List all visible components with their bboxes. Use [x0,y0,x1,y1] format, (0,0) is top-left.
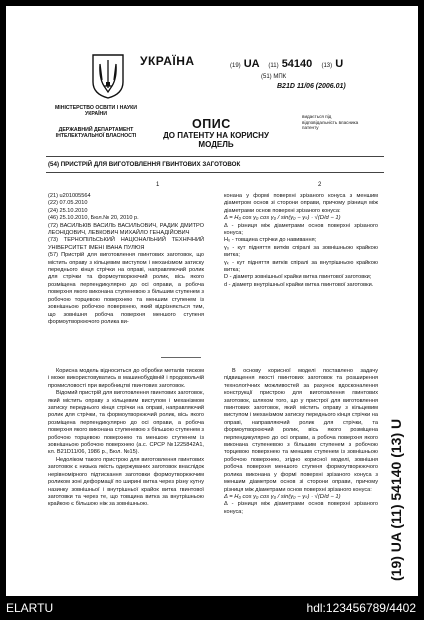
claim-continuation [224,193,378,289]
description-paragraph: В основу корисної моделі поставлено задачу підвищення якості гвинтових заготовок та розширення технологічних можливостей за рахунок вдосконалення конструкції пристрою для виготовлення гвинтових заготовок, шляхом того, що у пристрої для виготовлення гвинтових заготовок, який містить оправу з кільцевим виступом і механізмом затиску переднього кінця стрічки на оправі, направляючий ролик для стрічки, та формоутворюючий ролик, вісь якого розміщена перпендикулярно до осі оправи, а робоча поверхня якого виконана ступеневою з більшим ступенем з робочою торцевою поверхнею та меншим ступенем із зовнішньою робочою поверхнею, згідно корисної моделі, зовнішня робоча поверхня меншого ступеня формоутворюючого ролика виконана у формі поверхні зрізаного конуса з меншим діаметром основ зі сторони оправи, причому різниця між діаметрами основ поверхні зрізаного конуса: [224,368,378,493]
biblio-line: (72) ВАСИЛЬКІВ ВАСИЛЬ ВАСИЛЬОВИЧ, РАДИК ДМИТРО ЛЕОНІДОВИЧ, ЛЕВКОВИЧ МИХАЙЛО ГЕНАДІЙОВИЧ [48,222,204,237]
description-right [224,368,378,516]
description-paragraph: Недоліком такого пристрою для виготовлення гвинтових заготовок є низька якість одержуваних заготовок внаслідок нерівномірного підтискання заготовки формоутворюючим роликом зоні деформації по ширині витка через різну кутну назинку зовнішньої і внутрішньої крайок витка гвинтової заготовки та через те, що товщина витка за внутрішньою крайкою є більшою ніж за зовнішньою. [48,456,204,508]
repository-name: ELARTU [6,601,54,615]
side-patent-id [380,351,410,581]
ipc-code-label: (51) МПК [261,74,287,80]
handle-id[interactable]: hdl:123456789/4402 [306,601,416,615]
biblio-line: (22) 07.05.2010 [48,200,88,207]
claim-text: (57) Пристрій для виготовлення гвинтових заготовок, що містить оправу з кільцевим виступом і механізмом затиску переднього кінця стрічки на оправі, направляючий ролик для стрічки та формоутворюючий ролик, вісь якого розміщена перпендикулярно до осі оправи, а робоча поверхня якого виконана ступеневою з більшим ступенем з робочою торцевою поверхнею та меншим ступенем із зовнішньою робочою поверхнею, який відрізняється тим, що зовнішня робоча поверхня меншого ступеня формоутворюючого ролика ви- [48,252,204,325]
definition-line: Δ - різниця між діаметрами основ поверхні зрізаного конуса; [224,222,378,237]
column-number-1: 1 [156,182,160,188]
definition-line: γ₀ - кут підняття витків спіралі за зовнішньою крайкою витка; [224,244,378,259]
side-patent-id-text: (19) UA (11) 54140 (13) U [388,418,404,581]
description-paragraph: Відомий пристрій для виготовлення гвинтових заготовок, який містить оправу з кільцевим виступом і механізмом затиску переднього кінця стрічки на оправі, направляючий ролик для стрічки, та формоутворюючий ролик, вісь якого розміщена перпендикулярно до осі оправи, а робоча поверхня якого виконана ступеневою з більшою ступенем з робочою торцевою поверхнею та меншою ступенем із зовнішньою робочою поверхнею (а.с. СРСР №1225842А1, кл. B21D11/06, 1986 р., Бюл. №15). [48,390,204,456]
viewer-footer [0,598,424,620]
department-name: ДЕРЖАВНИЙ ДЕПАРТАМЕНТ ІНТЕЛЕКТУАЛЬНОЇ ВЛАСНОСТІ [55,127,137,140]
description-paragraph: Корисна модель відноситься до обробки металів тиском і може використовуватись в машинобудівній і продовольчій промисловості при виробництві гвинтових заготовок. [48,368,204,389]
header-rule-top [46,156,384,157]
definition-line: Δ - різниця між діаметрами основ поверхні зрізаного конуса; [224,501,378,515]
document-page [6,6,418,596]
country-name: УКРАЇНА [140,54,195,68]
definition-line: d - діаметр внутрішньої крайки витка гвинтової заготовки. [224,281,374,288]
definition-line: D - діаметр зовнішньої крайки витка гвинтової заготовки; [224,274,372,281]
responsibility-note: видається під відповідальність власника патенту [302,114,359,130]
ipc-class: B21D 11/06 (2006.01) [277,83,346,90]
description-left [48,368,204,509]
biblio-line: (21) u201005564 [48,193,91,199]
section-divider [161,357,201,358]
claim-continuation-text: конана у формі поверхні зрізаного конуса з меншим діаметром основ зі сторони оправи, причому різниця між діаметрами основ поверхні зрізаного конуса: [224,193,378,214]
formula: Δ = H₀ cos γ₀ cos γ₀ / sin(γ₀ − γₖ) · √(D/d − 1) [224,215,341,222]
formula: Δ = H₀ cos γ₀ cos γ₀ / sin(γ₀ − γₖ) · √(D/d − 1) [224,493,341,500]
biblio-line: (46) 25.10.2010, Бюл.№ 20, 2010 р. [48,215,139,222]
biblio-line: (73) ТЕРНОПІЛЬСЬКИЙ НАЦІОНАЛЬНИЙ ТЕХНІЧНИЙ УНІВЕРСИТЕТ ІМЕНІ ІВАНА ПУЛЮЯ [48,237,204,251]
patent-id-row: (19) UA (11) 54140 (13) U [230,58,344,70]
document-subtitle: ДО ПАТЕНТУ НА КОРИСНУ МОДЕЛЬ [163,131,269,149]
biblio-line: (24) 25.10.2010 [48,207,88,214]
definition-line: γₖ - кут підняття витків спіралі за внутрішньою крайкою витка; [224,259,378,274]
definition-line: H₀ - товщина стрічки до навивання; [224,237,317,244]
bibliographic-data [48,193,204,326]
ministry-name: МІНІСТЕРСТВО ОСВІТИ І НАУКИ УКРАЇНИ [54,105,137,118]
document-title: ОПИС [192,117,231,131]
column-number-2: 2 [318,182,322,188]
invention-title: (54) ПРИСТРІЙ ДЛЯ ВИГОТОВЛЕННЯ ГВИНТОВИХ ЗАГОТОВОК [48,161,241,168]
header-rule-bottom [46,172,384,173]
trident-emblem-icon [90,52,126,100]
